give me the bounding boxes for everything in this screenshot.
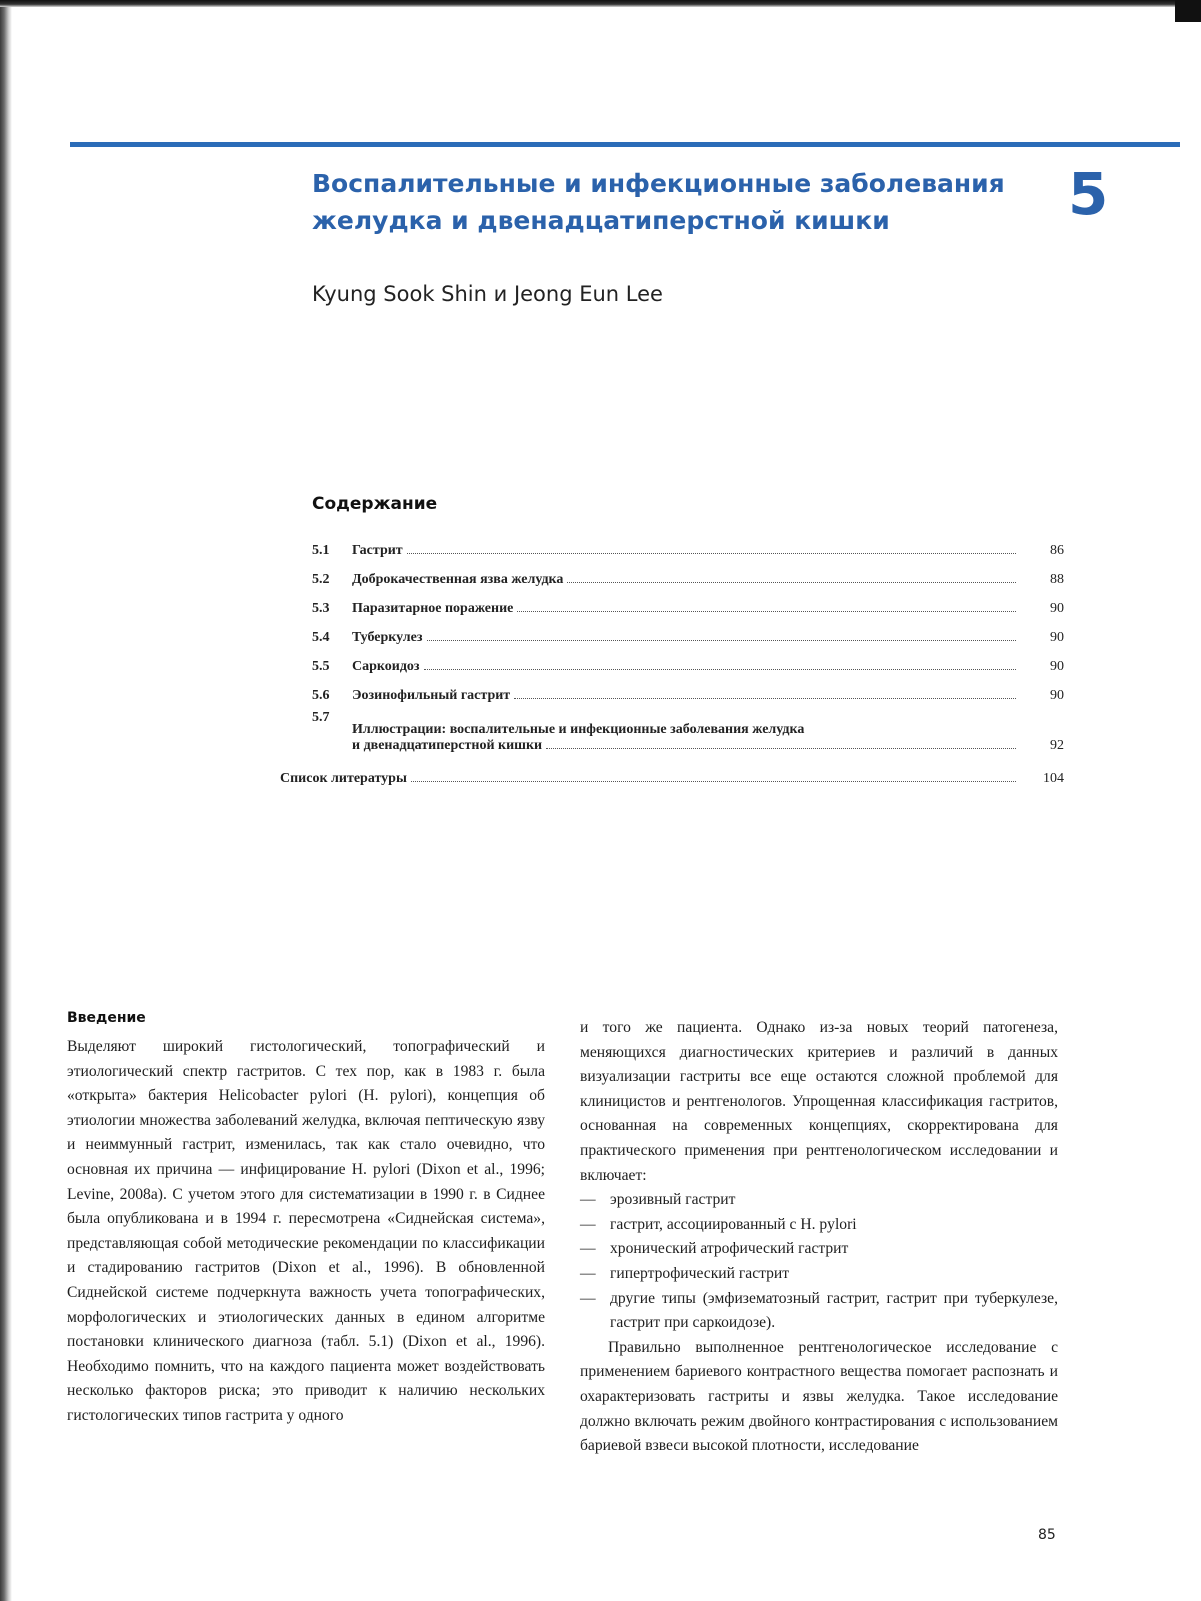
toc-item[interactable] (312, 559, 1064, 588)
toc-item-number: 5.6 (312, 688, 330, 703)
scan-shadow-top (0, 0, 1201, 7)
toc-leader-dots (411, 781, 1016, 782)
toc-leader-dots (517, 611, 1016, 612)
toc-leader-dots (546, 748, 1016, 749)
intro-paragraph-left: Выделяют широкий гистологический, топографический и этиологический спектр гастритов. С тех пор, как в 1983 г. была «открыта» бактерия Helicobacter pylori (H. pylori), концепция об этиологии множества заболеваний желудка, включая пептическую язву и неиммунный гастрит, изменилась, так как стало очевидно, что основная их причина — инфицирование H. pylori (Dixon et al., 1996; Levine, 2008a). С учетом этого для систематизации в 1990 г. в Сиднее была опубликована и в 1994 г. пересмотрена «Сиднейская система», представляющая собой методические рекомендации по классификации и стадированию гастритов (Dixon et al., 1996). В обновленной Сиднейской системе подчеркнута важность учета топографических, морфологических и этиологических данных в едином алгоритме постановки клинического диагноза (табл. 5.1) (Dixon et al., 1996). Необходимо помнить, что на каждого пациента может воздействовать несколько факторов риска; это приводит к наличию нескольких гистологических типов гастрита у одного (67, 1038, 545, 1424)
toc-item[interactable] (312, 675, 1064, 704)
toc-leader-dots (514, 698, 1016, 699)
toc-item[interactable] (312, 617, 1064, 646)
toc-item-label: Доброкачественная язва желудка (352, 572, 564, 587)
toc-item-label-line1: Иллюстрации: воспалительные и инфекционные заболевания желудка (352, 722, 805, 737)
chapter-number: 5 (1068, 160, 1109, 228)
toc-item-page: 90 (1050, 688, 1064, 703)
toc-item-number: 5.4 (312, 630, 330, 645)
intro-paragraph-closing: Правильно выполненное рентгенологическое исследование с применением бариевого контрастного вещества помогает распознать и охарактеризовать гастриты и язвы желудка. Такое исследование должно включать режим двойного контрастирования с использованием бариевой взвеси высокой плотности, исследование (580, 1338, 1058, 1455)
toc-item-number: 5.2 (312, 572, 330, 587)
list-item: — эрозивный гастрит (580, 1188, 1058, 1213)
chapter-title: Воспалительные и инфекционные заболевания желудка и двенадцатиперстной кишки (312, 169, 1005, 235)
list-item: — гипертрофический гастрит (580, 1262, 1058, 1287)
toc-item-number: 5.7 (312, 710, 330, 725)
toc-leader-dots (427, 640, 1017, 641)
toc-item[interactable] (312, 530, 1064, 559)
scan-corner (1175, 0, 1201, 22)
toc-leader-dots (567, 582, 1016, 583)
toc-item-label-line2-wrap (352, 738, 1024, 754)
table-of-contents (280, 530, 1064, 787)
toc-item-page: 90 (1050, 659, 1064, 674)
page-number: 85 (1038, 1527, 1056, 1543)
toc-item-label: Эозинофильный гастрит (352, 688, 511, 703)
toc-item[interactable] (312, 704, 1064, 754)
intro-heading: Введение (67, 1010, 146, 1026)
toc-item-label: Гастрит (352, 543, 403, 558)
toc-item-page: 92 (1050, 738, 1064, 753)
toc-item-number: 5.3 (312, 601, 330, 616)
toc-item-page: 88 (1050, 572, 1064, 587)
chapter-authors: Kyung Sook Shin и Jeong Eun Lee (312, 282, 663, 306)
toc-item-page: 86 (1050, 543, 1064, 558)
toc-item-label-line2: и двенадцатиперстной кишки (352, 738, 543, 753)
list-item: — гастрит, ассоциированный с H. pylori (580, 1213, 1058, 1238)
toc-item-label-block (352, 722, 1024, 754)
toc-references-label: Список литературы (280, 771, 407, 786)
list-item: — другие типы (эмфизематозный гастрит, гастрит при туберкулезе, гастрит при саркоидозе). (580, 1287, 1058, 1336)
intro-paragraph-right: и того же пациента. Однако из-за новых теорий патогенеза, меняющихся диагностических критериев и различий в данных визуализации гастриты все еще остаются сложной проблемой для клиницистов и рентгенологов. Упрощенная классификация гастритов, основанная на современных концепциях, скорректирована для практического применения при рентгенологическом исследовании и включает: (580, 1019, 1058, 1184)
intro-left-column (67, 1035, 545, 1429)
toc-item-number: 5.1 (312, 543, 330, 558)
toc-leader-dots (407, 553, 1016, 554)
scan-shadow-left (0, 0, 12, 1601)
chapter-rule (70, 142, 1180, 147)
intro-right-column (580, 1016, 1058, 1459)
toc-item-page: 90 (1050, 601, 1064, 616)
list-item: — хронический атрофический гастрит (580, 1237, 1058, 1262)
toc-item[interactable] (312, 646, 1064, 675)
toc-references-page: 104 (1043, 771, 1064, 786)
toc-item-label: Саркоидоз (352, 659, 420, 674)
toc-leader-dots (424, 669, 1016, 670)
toc-references[interactable] (280, 758, 1064, 787)
toc-item[interactable] (312, 588, 1064, 617)
gastritis-types-list (580, 1188, 1058, 1336)
toc-item-label: Туберкулез (352, 630, 423, 645)
toc-heading: Содержание (312, 494, 438, 514)
toc-item-label: Паразитарное поражение (352, 601, 514, 616)
toc-item-page: 90 (1050, 630, 1064, 645)
toc-item-number: 5.5 (312, 659, 330, 674)
